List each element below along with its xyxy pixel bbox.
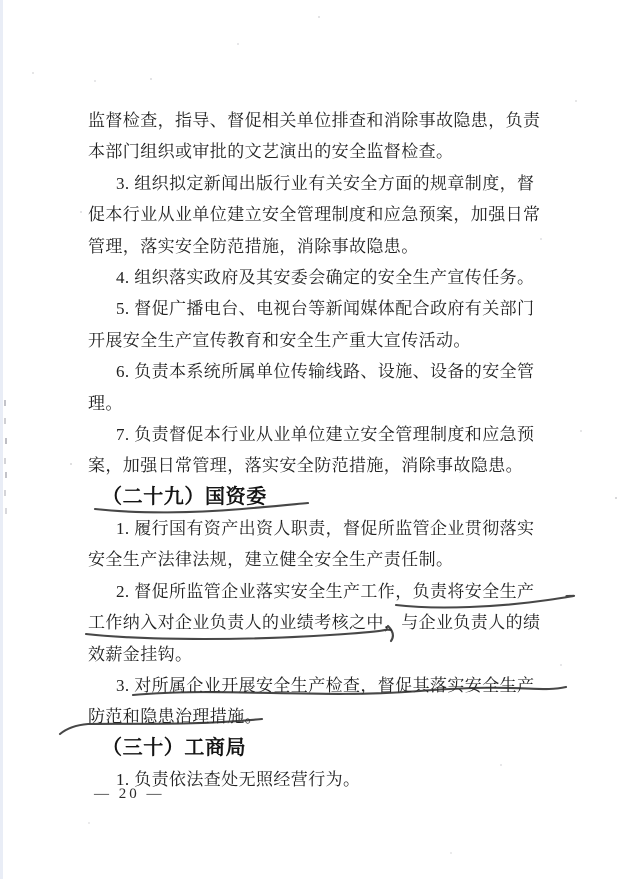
text-line: 管理，落实安全防范措施，消除事故隐患。 [88, 236, 419, 256]
text-line: 6. 负责本系统所属单位传输线路、设施、设备的安全管 [116, 362, 535, 382]
text-line: 安全生产法律法规，建立健全安全生产责任制。 [88, 550, 454, 570]
scan-noise [4, 400, 6, 406]
text-line: 3. 对所属企业开展安全生产检查，督促其落实安全生产 [116, 676, 535, 696]
section-heading-30: （三十）工商局 [102, 736, 247, 759]
text-line: 防范和隐患治理措施。 [88, 707, 262, 727]
text-line: 1. 负责依法查处无照经营行为。 [116, 770, 361, 790]
page-number: — 20 — [94, 786, 165, 802]
text-line: 工作纳入对企业负责人的业绩考核之中，与企业负责人的绩 [88, 613, 541, 633]
text-line: 5. 督促广播电台、电视台等新闻媒体配合政府有关部门 [116, 299, 535, 319]
text-line: 监督检查，指导、督促相关单位排查和消除事故隐患，负责 [88, 111, 541, 130]
text-line: 3. 组织拟定新闻出版行业有关安全方面的规章制度，督 [116, 173, 535, 193]
text-line: 开展安全生产宣传教育和安全生产重大宣传活动。 [88, 330, 471, 350]
text-line: 案，加强日常管理，落实安全防范措施，消除事故隐患。 [88, 456, 523, 476]
text-line: 4. 组织落实政府及其安委会确定的安全生产宣传任务。 [116, 267, 535, 287]
text-line: 效薪金挂钩。 [88, 644, 193, 664]
section-heading-29: （二十九）国资委 [102, 485, 267, 508]
text-line: 促本行业从业单位建立安全管理制度和应急预案，加强日常 [88, 205, 541, 225]
scan-speckles [318, 16, 320, 18]
text-line: 1. 履行国有资产出资人职责，督促所监管企业贯彻落实 [116, 519, 535, 539]
text-line: 7. 负责督促本行业从业单位建立安全管理制度和应急预 [116, 424, 535, 444]
text-line: 本部门组织或审批的文艺演出的安全监督检查。 [88, 142, 454, 162]
text-line: 2. 督促所监管企业落实安全生产工作，负责将安全生产 [116, 581, 535, 601]
scan-edge-strip [0, 0, 3, 879]
document-body [88, 105, 550, 796]
text-line: 理。 [88, 393, 123, 413]
